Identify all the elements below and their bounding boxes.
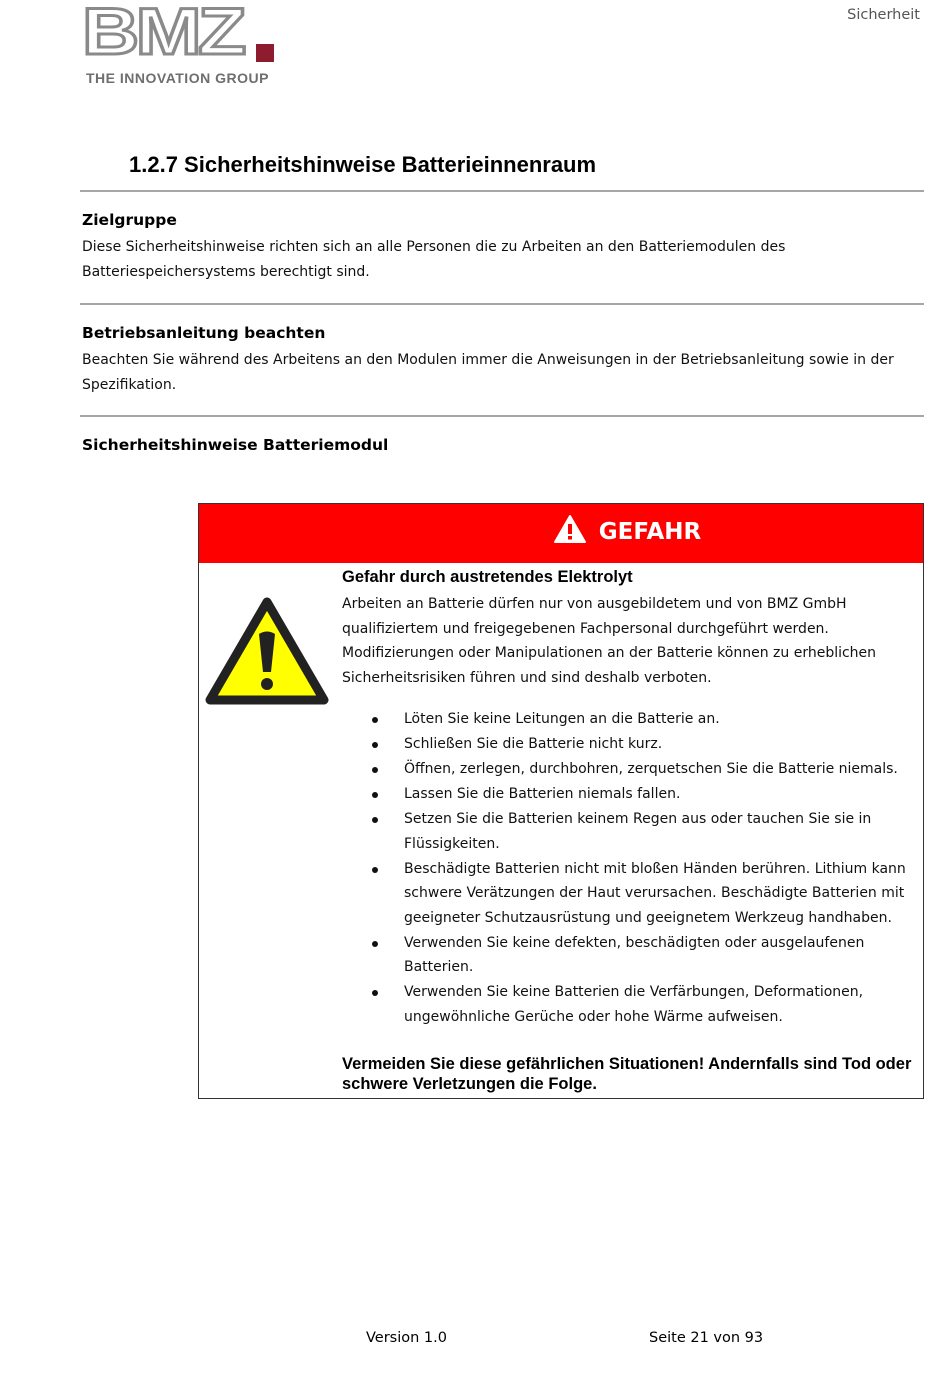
list-item: Verwenden Sie keine defekten, beschädigten oder ausgelaufenen Batterien. xyxy=(369,931,914,980)
logo-accent-square xyxy=(256,44,274,62)
list-item: Beschädigte Batterien nicht mit bloßen Händen berühren. Lithium kann schwere Verätzungen der Haut verursachen. Beschädigte Batterien mit geeigneter Schutzausrüstung und geeignetem Werkzeug handhaben. xyxy=(369,857,914,931)
list-item: Löten Sie keine Leitungen an die Batterie an. xyxy=(369,707,914,732)
list-item: Öffnen, zerlegen, durchbohren, zerquetschen Sie die Batterie niemals. xyxy=(369,757,914,782)
company-logo xyxy=(82,0,278,88)
divider xyxy=(80,190,924,192)
page-number: Seite 21 von 93 xyxy=(649,1330,764,1346)
section-text-betriebsanleitung: Beachten Sie während des Arbeitens an den Modulen immer die Anweisungen in der Betriebsanleitung sowie in der Spezifikation. xyxy=(82,352,894,393)
danger-consequence: Vermeiden Sie diese gefährlichen Situationen! Andernfalls sind Tod oder schwere Verletzungen die Folge. xyxy=(342,1055,912,1093)
divider xyxy=(80,415,924,417)
list-item: Schließen Sie die Batterie nicht kurz. xyxy=(369,732,914,757)
list-item: Verwenden Sie keine Batterien die Verfärbungen, Deformationen, ungewöhnliche Gerüche oder hohe Wärme aufweisen. xyxy=(369,980,914,1029)
list-item: Lassen Sie die Batterien niemals fallen. xyxy=(369,782,914,807)
list-item: Setzen Sie die Batterien keinem Regen aus oder tauchen Sie sie in Flüssigkeiten. xyxy=(369,807,914,856)
danger-notice xyxy=(198,503,924,1099)
logo-wordmark: BMZ xyxy=(82,0,243,68)
chapter-title: 1.2.7 Sicherheitshinweise Batterieinnenraum xyxy=(129,152,597,177)
section-text-zielgruppe: Diese Sicherheitshinweise richten sich an alle Personen die zu Arbeiten an den Batteriemodulen des Batteriespeichersystems berechtigt sind. xyxy=(82,239,786,280)
warning-triangle-icon xyxy=(553,514,587,544)
danger-header xyxy=(199,504,923,563)
logo-tagline: THE INNOVATION GROUP xyxy=(86,70,269,86)
section-heading-betriebsanleitung: Betriebsanleitung beachten xyxy=(82,324,326,342)
danger-label: GEFAHR xyxy=(598,518,702,545)
danger-intro-text: Arbeiten an Batterie dürfen nur von ausgebildetem und von BMZ GmbH qualifiziertem und freigegebenen Fachpersonal durchgeführt werden. Modifizierungen oder Manipulationen an der Batterie können zu erheblichen Sicherheitsrisiken führen und sind deshalb verboten. xyxy=(342,596,877,686)
warning-triangle-icon xyxy=(204,596,330,708)
section-heading-zielgruppe: Zielgruppe xyxy=(82,211,177,229)
safety-rules-list xyxy=(369,707,914,1030)
divider xyxy=(80,303,924,305)
document-version: Version 1.0 xyxy=(366,1330,447,1346)
section-heading-batteriemodul: Sicherheitshinweise Batteriemodul xyxy=(82,436,389,454)
running-header: Sicherheit xyxy=(847,7,920,23)
danger-subtitle: Gefahr durch austretendes Elektrolyt xyxy=(342,568,633,586)
